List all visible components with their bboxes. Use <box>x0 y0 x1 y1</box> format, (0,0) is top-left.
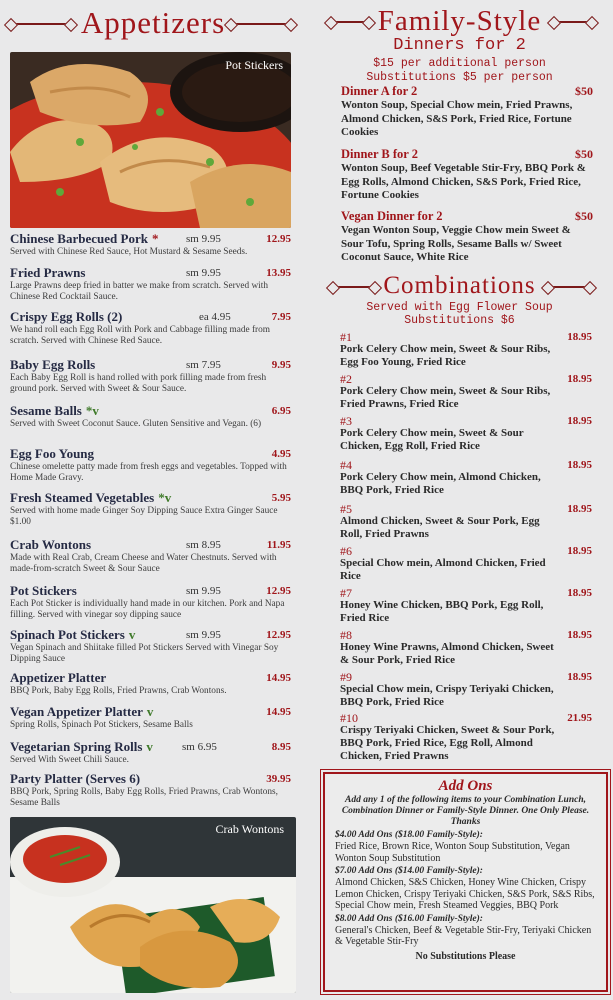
small-portion-price: sm 8.95 <box>186 539 221 551</box>
combination-number: #2 <box>340 372 352 386</box>
right-flourish-icon <box>553 21 593 23</box>
appetizer-price: 11.95 <box>266 539 291 551</box>
left-flourish-icon <box>10 23 72 25</box>
combination-description: Almond Chicken, Sweet & Sour Pork, Egg Roll, Fried Prawns <box>340 515 540 540</box>
appetizer-description: Large Prawns deep fried in batter we make from scratch. Served with Chinese Red Cocktail Sauce. <box>10 281 268 302</box>
appetizer-price: 13.95 <box>266 267 291 279</box>
combination-number: #6 <box>340 544 352 558</box>
combination-number: #1 <box>340 330 352 344</box>
add-ons-intro: Add any 1 of the following items to your Combination Lunch, Combination Dinner or Family-Style Dinner. One Only Please. Thanks <box>341 795 590 827</box>
dinner-price: $50 <box>575 147 593 161</box>
combination-price: 18.95 <box>567 587 592 599</box>
crab-wontons-photo <box>10 817 296 993</box>
pot-stickers-photo <box>10 52 291 228</box>
dinner-price: $50 <box>575 209 593 223</box>
family-additional-note: $15 per additional person <box>373 57 546 70</box>
appetizer-name-text: Appetizer Platter <box>10 670 107 685</box>
appetizer-name-text: Vegan Appetizer Platter <box>10 704 143 719</box>
small-portion-price: sm 9.95 <box>186 629 221 641</box>
appetizer-item <box>10 739 291 766</box>
family-style-subtitle: Dinners for 2 <box>393 36 526 55</box>
dietary-mark: v <box>146 704 154 719</box>
small-portion-price: sm 6.95 <box>182 741 217 753</box>
add-ons-group-head: $4.00 Add Ons ($18.00 Family-Style): <box>335 830 483 840</box>
combination-price: 18.95 <box>567 459 592 471</box>
appetizer-description: Served with home made Ginger Soy Dipping Sauce Extra Ginger Sauce $1.00 <box>10 506 278 527</box>
appetizer-item <box>10 627 291 665</box>
appetizer-name <box>10 537 291 553</box>
combination-number: #9 <box>340 670 352 684</box>
dietary-mark: *v <box>85 403 99 418</box>
crab-wontons-image <box>10 817 296 993</box>
appetizer-name-text: Crispy Egg Rolls (2) <box>10 309 123 324</box>
appetizer-item <box>10 446 291 484</box>
combination-item <box>340 671 592 709</box>
appetizer-description: Served With Sweet Chili Sauce. <box>10 755 130 765</box>
combination-description: Pork Celery Chow mein, Sweet & Sour Ribs, Fried Prawns, Fried Rice <box>340 385 551 410</box>
appetizer-name <box>10 583 291 599</box>
appetizer-price: 8.95 <box>271 741 291 753</box>
appetizer-name-text: Party Platter (Serves 6) <box>10 771 141 786</box>
appetizer-name-text: Fried Prawns <box>10 265 86 280</box>
pot-stickers-image <box>10 52 291 228</box>
appetizer-description: Vegan Spinach and Shiitake filled Pot Stickers Served with Vinegar Soy Dipping Sauce <box>10 643 279 664</box>
dietary-mark: *v <box>158 490 172 505</box>
appetizers-title: Appetizers <box>80 5 226 40</box>
appetizer-name-text: Spinach Pot Stickers <box>10 627 125 642</box>
appetizer-price: 14.95 <box>266 706 291 718</box>
appetizer-name <box>10 704 291 720</box>
dinner-name: Dinner A for 2 <box>341 84 418 98</box>
family-substitution-note: Substitutions $5 per person <box>366 71 553 84</box>
add-ons-group-text: General's Chicken, Beef & Vegetable Stir-Fry, Teriyaki Chicken & Vegetable Stir-Fry <box>335 924 592 947</box>
combination-price: 18.95 <box>567 373 592 385</box>
combination-number: #10 <box>340 711 358 725</box>
combination-number: #5 <box>340 502 352 516</box>
appetizer-description: Served with Sweet Coconut Sauce. Gluten Sensitive and Vegan. (6) <box>10 419 262 429</box>
combination-item <box>340 503 592 541</box>
add-ons-footer: No Substitutions Please <box>415 950 516 962</box>
appetizer-name-text: Egg Foo Young <box>10 446 95 461</box>
appetizer-name <box>10 670 291 686</box>
crab-wontons-caption: Crab Wontons <box>215 822 284 836</box>
left-flourish-icon <box>330 21 370 23</box>
appetizer-item <box>10 357 291 395</box>
appetizer-description: Served with Chinese Red Sauce, Hot Mustard & Sesame Seeds. <box>10 247 248 257</box>
appetizer-name <box>10 490 291 506</box>
appetizer-description: BBQ Pork, Spring Rolls, Baby Egg Rolls, Fried Prawns, Crab Wontons, Sesame Balls <box>10 787 278 808</box>
combination-price: 18.95 <box>567 331 592 343</box>
combinations-soup-note: Served with Egg Flower Soup <box>366 301 553 314</box>
family-style-title: Family-Style <box>377 5 542 37</box>
appetizer-description: BBQ Pork, Baby Egg Rolls, Fried Prawns, Crab Wontons. <box>10 686 227 696</box>
combination-description: Special Chow mein, Almond Chicken, Fried Rice <box>340 557 546 582</box>
combination-description: Special Chow mein, Crispy Teriyaki Chicken, BBQ Pork, Fried Rice <box>340 683 554 708</box>
add-ons-group-text: Fried Rice, Brown Rice, Wonton Soup Substitution, Vegan Wonton Soup Substitution <box>335 841 570 864</box>
combination-price: 18.95 <box>567 503 592 515</box>
appetizer-name <box>10 627 291 643</box>
appetizer-price: 12.95 <box>266 233 291 245</box>
appetizers-column <box>0 0 306 1000</box>
combination-item <box>340 712 592 763</box>
appetizer-price: 7.95 <box>271 311 291 323</box>
appetizer-description: Each Baby Egg Roll is hand rolled with pork filling made from fresh ground pork. Served with Sweet & Sour Sauce. <box>10 373 267 394</box>
appetizer-item <box>10 265 291 303</box>
dietary-mark: v <box>146 739 153 754</box>
add-ons-group-text: Almond Chicken, S&S Chicken, Honey Wine Chicken, Crispy Lemon Chicken, Crispy Teriyaki Chicken, S&S Pork, S&S Ribs, Special Chow mein, Fresh Steamed Veggies, BBQ Pork <box>335 877 595 911</box>
appetizer-item <box>10 670 291 697</box>
dinner-description: Wonton Soup, Beef Vegetable Stir-Fry, BBQ Pork & Egg Rolls, Almond Chicken, S&S Pork, Fried Rice, Fortune Cookies <box>341 162 586 201</box>
appetizer-price: 39.95 <box>266 773 291 785</box>
appetizer-price: 12.95 <box>266 585 291 597</box>
appetizer-description: Chinese omelette patty made from fresh eggs and vegetables. Topped with Home Made Gravy. <box>10 462 287 483</box>
family-dinner-item <box>341 147 593 203</box>
family-style-heading <box>306 4 613 38</box>
add-ons-title: Add Ons <box>438 778 493 794</box>
appetizer-description: Made with Real Crab, Cream Cheese and Water Chestnuts. Served with made-from-scratch Sweet & Sour Sauce <box>10 553 277 574</box>
dietary-mark: * <box>151 231 159 246</box>
appetizer-description: Each Pot Sticker is individually hand made in our kitchen. Pork and Napa filling. Served with vinegar soy dipping sauce <box>10 599 285 620</box>
combinations-title: Combinations <box>383 272 536 299</box>
combination-description: Crispy Teriyaki Chicken, Sweet & Sour Pork, BBQ Pork, Fried Rice, Egg Roll, Almond Chicken, Fried Prawns <box>340 724 555 762</box>
appetizer-item <box>10 537 291 575</box>
appetizer-name <box>10 771 291 787</box>
appetizer-name <box>10 231 291 247</box>
combination-number: #3 <box>340 414 352 428</box>
combination-price: 18.95 <box>567 629 592 641</box>
appetizer-description: We hand roll each Egg Roll with Pork and Cabbage filling made from scratch. Served with Chinese Red Sauce. <box>10 325 271 346</box>
appetizer-name-text: Chinese Barbecued Pork <box>10 231 148 246</box>
combination-description: Honey Wine Prawns, Almond Chicken, Sweet & Sour Pork, Fried Rice <box>340 641 554 666</box>
appetizer-price: 6.95 <box>271 405 291 417</box>
left-flourish-icon <box>332 286 376 288</box>
appetizer-name-text: Fresh Steamed Vegetables <box>10 490 155 505</box>
small-portion-price: sm 9.95 <box>186 585 221 597</box>
combination-item <box>340 331 592 369</box>
combination-item <box>340 545 592 583</box>
dinner-name: Vegan Dinner for 2 <box>341 209 443 223</box>
appetizer-item <box>10 490 291 528</box>
add-ons-group-head: $8.00 Add Ons ($16.00 Family-Style): <box>335 913 483 924</box>
combination-description: Pork Celery Chow mein, Almond Chicken, BBQ Pork, Fried Rice <box>340 471 541 496</box>
family-dinner-item <box>341 209 593 265</box>
appetizer-name <box>10 309 291 325</box>
combination-price: 21.95 <box>567 712 592 724</box>
dinner-price: $50 <box>575 84 593 98</box>
combination-price: 18.95 <box>567 545 592 557</box>
combination-item <box>340 629 592 667</box>
appetizer-item <box>10 583 291 621</box>
appetizer-price: 14.95 <box>266 672 291 684</box>
dinner-name: Dinner B for 2 <box>341 147 418 161</box>
dinner-description: Wonton Soup, Special Chow mein, Fried Prawns, Almond Chicken, S&S Pork, Fried Rice, Fortune Cookies <box>341 99 573 138</box>
small-portion-price: sm 9.95 <box>186 267 221 279</box>
appetizer-price: 5.95 <box>271 492 291 504</box>
combinations-substitution-note: Substitutions $6 <box>404 314 515 327</box>
appetizer-name-text: Sesame Balls <box>10 403 82 418</box>
combination-number: #4 <box>340 458 352 472</box>
appetizer-item <box>10 704 291 731</box>
right-flourish-icon <box>230 23 292 25</box>
appetizer-name-text: Crab Wontons <box>10 537 92 552</box>
appetizer-price: 12.95 <box>266 629 291 641</box>
appetizer-name-text: Baby Egg Rolls <box>10 357 96 372</box>
combination-item <box>340 587 592 625</box>
combination-price: 18.95 <box>567 671 592 683</box>
appetizer-name <box>10 265 291 281</box>
combination-number: #7 <box>340 586 352 600</box>
appetizer-item <box>10 771 291 809</box>
appetizer-name-text: Pot Stickers <box>10 583 77 598</box>
appetizer-name <box>10 446 291 462</box>
appetizer-name <box>10 403 291 419</box>
combination-item <box>340 373 592 411</box>
combinations-heading <box>306 270 613 302</box>
appetizer-price: 9.95 <box>271 359 291 371</box>
appetizer-price: 4.95 <box>271 448 291 460</box>
dinner-description: Vegan Wonton Soup, Veggie Chow mein Sweet & Sour Tofu, Spring Rolls, Sesame Balls w/ Sweet Coconut Sauce, White Rice <box>341 224 571 263</box>
dietary-mark: v <box>128 627 136 642</box>
combination-item <box>340 459 592 497</box>
combination-number: #8 <box>340 628 352 642</box>
add-ons-box <box>323 772 608 992</box>
pot-stickers-caption: Pot Stickers <box>225 58 283 72</box>
appetizer-description: Spring Rolls, Spinach Pot Stickers, Sesame Balls <box>10 720 193 730</box>
combination-item <box>340 415 592 453</box>
combination-description: Pork Celery Chow mein, Sweet & Sour Ribs, Egg Foo Young, Fried Rice <box>340 343 551 368</box>
appetizer-name-text: Vegetarian Spring Rolls <box>10 739 143 754</box>
add-ons-group-head: $7.00 Add Ons ($14.00 Family-Style): <box>335 866 483 876</box>
right-flourish-icon <box>547 286 591 288</box>
small-portion-price: sm 7.95 <box>186 359 221 371</box>
appetizers-heading <box>0 4 306 42</box>
combination-price: 18.95 <box>567 415 592 427</box>
appetizer-name <box>10 357 291 373</box>
family-dinner-item <box>341 84 593 140</box>
appetizer-item <box>10 231 291 258</box>
small-portion-price: ea 4.95 <box>199 311 231 323</box>
appetizer-name <box>10 739 291 755</box>
appetizer-item <box>10 309 291 347</box>
combination-description: Pork Celery Chow mein, Sweet & Sour Chicken, Egg Roll, Fried Rice <box>340 427 524 452</box>
appetizer-item <box>10 403 291 430</box>
combination-description: Honey Wine Chicken, BBQ Pork, Egg Roll, Fried Rice <box>340 599 544 624</box>
small-portion-price: sm 9.95 <box>186 233 221 245</box>
